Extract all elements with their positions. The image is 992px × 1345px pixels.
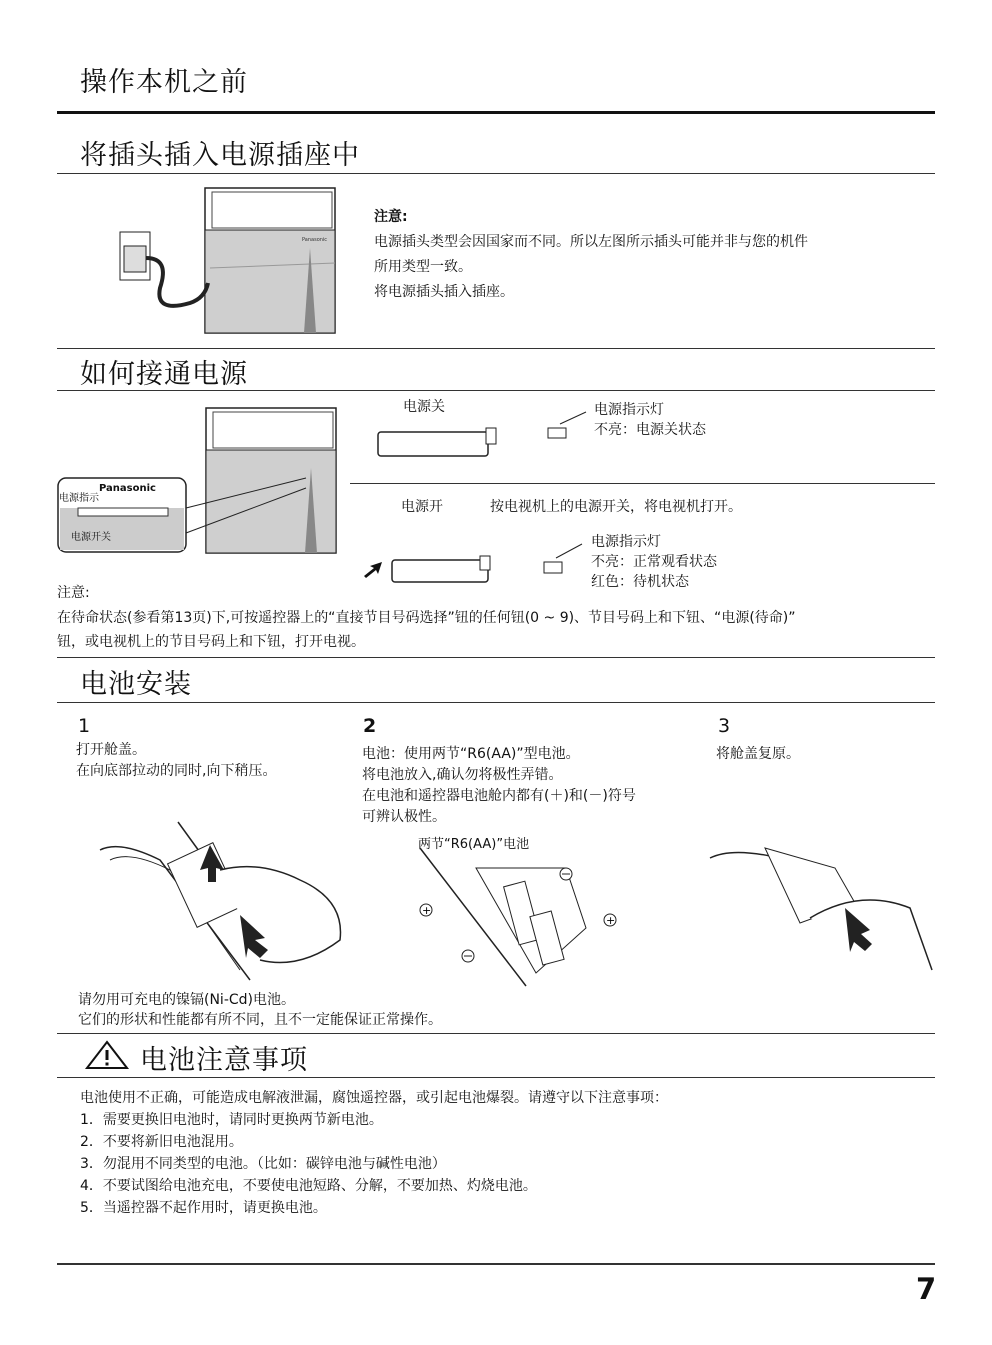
section-rule	[57, 702, 935, 703]
battery-warning-line: 它们的形状和性能都有所不同，且不一定能保证正常操作。	[78, 1012, 442, 1028]
power-on-label: 电源开	[401, 499, 443, 515]
step-text: 在电池和遥控器电池舱内都有(＋)和(－)符号	[362, 788, 636, 804]
power-divider	[350, 483, 935, 484]
remote-open-illustration	[100, 820, 350, 980]
section-rule	[57, 657, 935, 658]
caution-item: 4．不要试图给电池充电，不要使电池短路、分解，不要加热、灼烧电池。	[80, 1178, 537, 1194]
plug-note-line: 所用类型一致。	[374, 259, 472, 275]
step-text: 打开舱盖。	[76, 742, 146, 758]
inset-switch-label: 电源开关	[71, 532, 111, 543]
caution-intro: 电池使用不正确，可能造成电解液泄漏，腐蚀遥控器，或引起电池爆裂。请遵守以下注意事项：	[80, 1090, 668, 1106]
battery-warning-line: 请勿用可充电的镍镉(Ni-Cd)电池。	[78, 992, 295, 1008]
on-indicator-state: 不亮：正常观看状态	[591, 554, 717, 570]
caution-item: 1．需要更换旧电池时，请同时更换两节新电池。	[80, 1112, 383, 1128]
svg-text:+: +	[422, 904, 432, 917]
tv-plug-illustration	[110, 188, 340, 336]
section-rule	[57, 173, 935, 174]
section-title-battery: 电池安装	[80, 669, 192, 700]
step-text: 在向底部拉动的同时,向下稍压。	[76, 763, 277, 779]
step-number: 2	[363, 715, 377, 737]
power-note-label: 注意:	[57, 585, 90, 601]
title-rule	[57, 111, 935, 114]
section-rule	[57, 348, 935, 349]
section-title-power: 如何接通电源	[80, 359, 248, 390]
plug-note-line: 电源插头类型会因国家而不同。所以左图所示插头可能并非与您的机件	[374, 234, 808, 250]
on-indicator-state: 红色：待机状态	[591, 574, 689, 590]
svg-text:+: +	[606, 914, 616, 927]
remote-close-illustration	[710, 848, 935, 973]
step-number: 1	[78, 715, 91, 737]
power-switch-off	[376, 420, 500, 460]
battery-caption: 两节“R6(AA)”电池	[418, 837, 530, 852]
caution-item: 3．勿混用不同类型的电池。（比如：碳锌电池与碱性电池）	[80, 1156, 446, 1172]
caution-item: 5．当遥控器不起作用时，请更换电池。	[80, 1200, 327, 1216]
caution-item: 2．不要将新旧电池混用。	[80, 1134, 243, 1150]
footer-rule	[57, 1263, 935, 1265]
step-text: 将电池放入,确认勿将极性弄错。	[362, 767, 563, 783]
plug-note-label: 注意:	[374, 209, 408, 225]
tv-brand: Panasonic	[302, 237, 328, 243]
on-indicator-title: 电源指示灯	[591, 534, 661, 550]
remote-battery-illustration	[416, 848, 626, 988]
section-title-caution: 电池注意事项	[140, 1045, 308, 1076]
section-rule	[57, 1033, 935, 1034]
inset-indicator-label: 电源指示	[59, 493, 99, 504]
step-text: 将舱盖复原。	[716, 746, 800, 762]
section-rule	[57, 390, 935, 391]
off-indicator-state: 不亮：电源关状态	[594, 422, 706, 438]
step-text: 电池：使用两节“R6(AA)”型电池。	[362, 746, 580, 762]
inset-brand: Panasonic	[99, 483, 156, 494]
power-switch-on	[362, 552, 494, 588]
power-off-label: 电源关	[403, 399, 445, 415]
section-rule	[57, 1077, 935, 1078]
page-title: 操作本机之前	[80, 67, 248, 98]
page-number: 7	[916, 1272, 937, 1306]
plug-note-line: 将电源插头插入插座。	[374, 284, 514, 300]
power-note-line: 钮，或电视机上的节目号码上和下钮，打开电视。	[57, 634, 365, 650]
step-number: 3	[718, 715, 731, 737]
off-indicator-title: 电源指示灯	[594, 402, 664, 418]
power-on-instruction: 按电视机上的电源开关，将电视机打开。	[490, 499, 742, 515]
power-note-line: 在待命状态(参看第13页)下,可按遥控器上的“直接节目号码选择”钮的任何钮(0 ~ 9)、节目号码上和下钮、“电源(待命)”	[57, 610, 796, 626]
step-text: 可辨认极性。	[362, 809, 446, 825]
section-title-plug: 将插头插入电源插座中	[80, 140, 360, 171]
warning-icon	[85, 1040, 129, 1070]
